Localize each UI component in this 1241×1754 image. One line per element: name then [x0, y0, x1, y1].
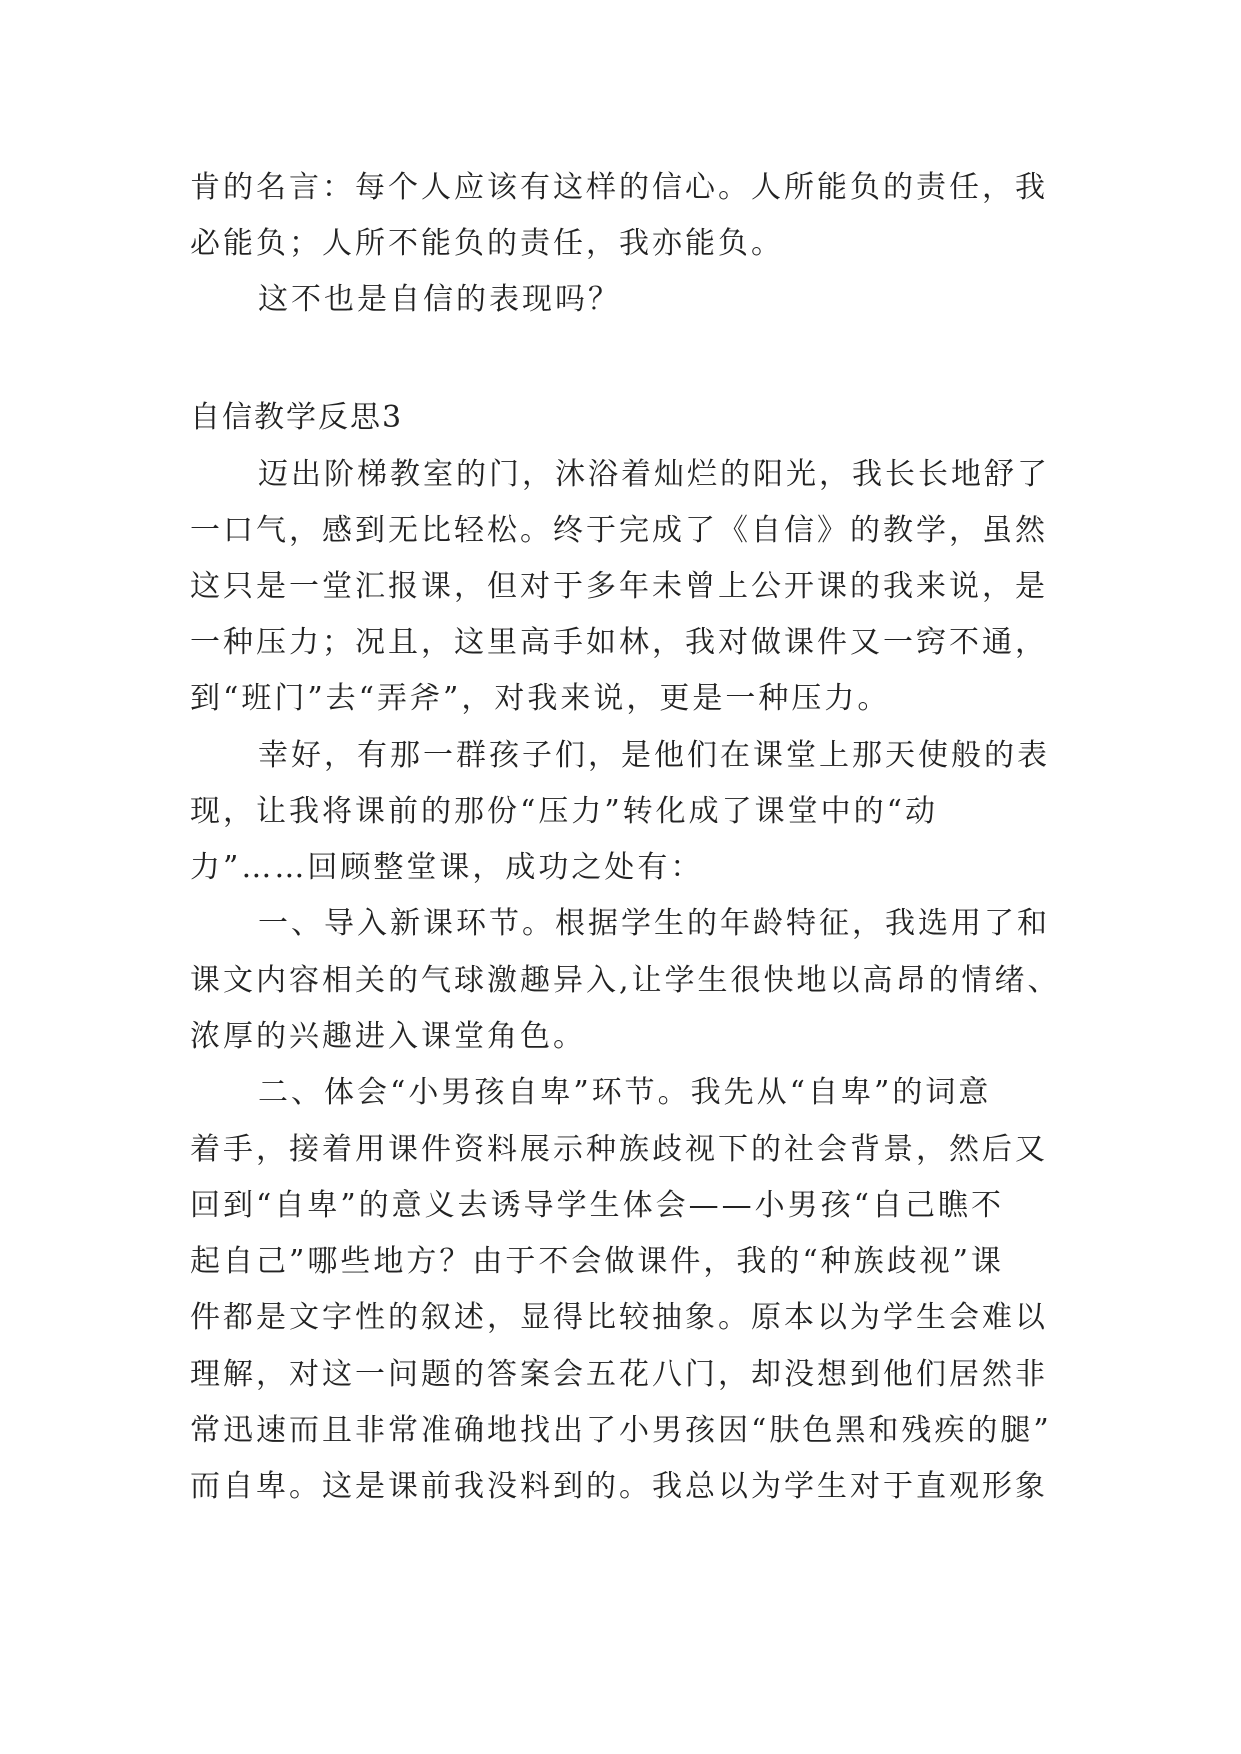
text-line: 一种压力；况且，这里高手如林，我对做课件又一窍不通， — [190, 625, 1048, 660]
text-line: 迈出阶梯教室的门，沐浴着灿烂的阳光，我长长地舒了 — [258, 457, 1050, 492]
text-line: 一、导入新课环节。根据学生的年龄特征，我选用了和 — [258, 906, 1050, 941]
text-line: 一口气，感到无比轻松。终于完成了《自信》的教学，虽然 — [190, 513, 1048, 548]
text-line: 常迅速而且非常准确地找出了小男孩因“肤色黑和残疾的腿” — [190, 1413, 1052, 1448]
text-line: 理解，对这一问题的答案会五花八门，却没想到他们居然非 — [190, 1357, 1048, 1392]
text-line: 到“班门”去“弄斧”，对我来说，更是一种压力。 — [190, 681, 891, 716]
text-line: 着手，接着用课件资料展示种族歧视下的社会背景，然后又 — [190, 1132, 1048, 1167]
text-line: 件都是文字性的叙述，显得比较抽象。原本以为学生会难以 — [190, 1300, 1048, 1335]
text-line: 必能负；人所不能负的责任，我亦能负。 — [190, 226, 784, 261]
text-line: 这不也是自信的表现吗？ — [258, 282, 621, 317]
text-line: 回到“自卑”的意义去诱导学生体会——小男孩“自己瞧不 — [190, 1188, 1005, 1223]
text-line: 肯的名言：每个人应该有这样的信心。人所能负的责任，我 — [190, 170, 1048, 205]
section-heading: 自信教学反思3 — [190, 400, 404, 435]
text-line: 二、体会“小男孩自卑”环节。我先从“自卑”的词意 — [258, 1075, 992, 1110]
text-line: 力”……回顾整堂课，成功之处有： — [190, 850, 704, 885]
text-line: 浓厚的兴趣进入课堂角色。 — [190, 1019, 586, 1054]
text-line: 现，让我将课前的那份“压力”转化成了课堂中的“动 — [190, 794, 939, 829]
text-line: 起自己”哪些地方？由于不会做课件，我的“种族歧视”课 — [190, 1244, 1005, 1279]
text-line: 课文内容相关的气球激趣异入,让学生很快地以高昂的情绪、 — [190, 963, 1061, 998]
text-line: 这只是一堂汇报课，但对于多年未曾上公开课的我来说，是 — [190, 569, 1048, 604]
text-line: 而自卑。这是课前我没料到的。我总以为学生对于直观形象 — [190, 1469, 1048, 1504]
text-line: 幸好，有那一群孩子们，是他们在课堂上那天使般的表 — [258, 738, 1050, 773]
